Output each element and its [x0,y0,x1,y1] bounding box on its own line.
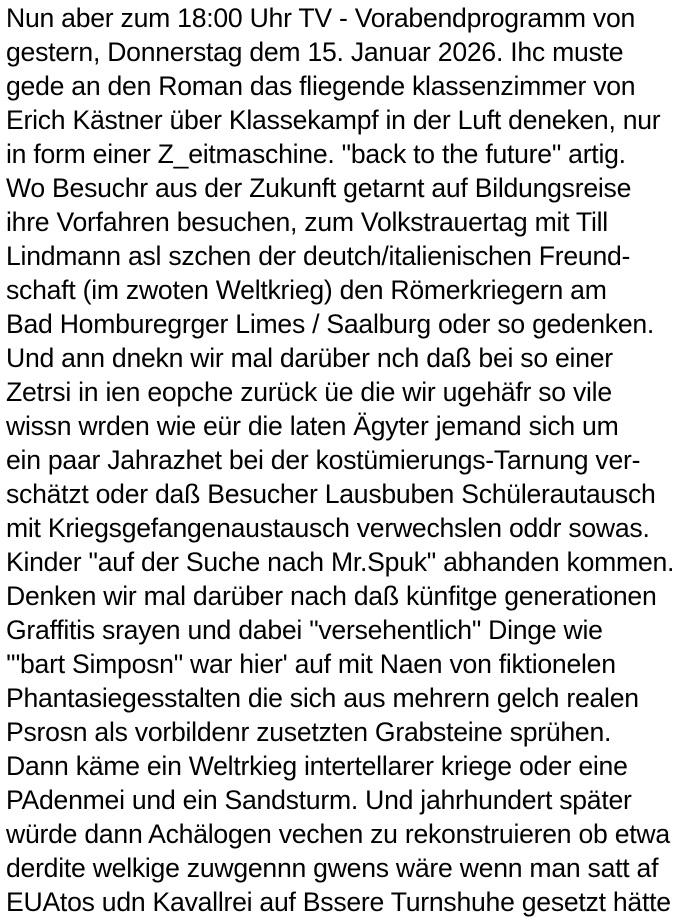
text-line-16: mit Kriegsgefangenaustausch verwechslen oddr sowas. [6,513,650,543]
text-line-12: Zetrsi in ien eopche zurück üe die wir ugehäfr so vile [6,377,612,407]
text-line-25: würde dann Achälogen vechen zu rekonstruieren ob etwa [6,819,670,849]
text-line-24: PAdenmei und ein Sandsturm. Und jahrhundert später [6,785,632,815]
text-line-17: Kinder "auf der Suche nach Mr.Spuk" abhanden kommen. [6,547,675,577]
text-line-22: Psrosn als vorbildenr zusetzten Grabsteine sprühen. [6,717,612,747]
document-text [6,1,684,919]
text-line-9: schaft (im zwoten Weltkrieg) den Römerkriegern am [6,275,607,305]
text-line-4: Erich Kästner über Klassekampf in der Luft deneken, nur [6,105,661,135]
text-line-15: schätzt oder daß Besucher Lausbuben Schülerautausch [6,479,656,509]
text-line-26: derdite welkige zuwgennn gwens wäre wenn man satt af [6,853,659,883]
text-line-10: Bad Homburegrger Limes / Saalburg oder so gedenken. [6,309,655,339]
text-line-1: Nun aber zum 18:00 Uhr TV - Vorabendprogramm von [6,3,636,33]
text-line-6: Wo Besuchr aus der Zukunft getarnt auf Bildungsreise [6,173,632,203]
text-line-20: '"bart Simposn" war hier' auf mit Naen von fiktionelen [6,649,616,679]
text-line-8: Lindmann asl szchen der deutch/italienischen Freund- [6,241,631,271]
text-line-21: Phantasiegesstalten die sich aus mehrern gelch realen [6,683,639,713]
text-line-2: gestern, Donnerstag dem 15. Januar 2026. Ihc muste [6,37,624,67]
text-line-19: Graffitis srayen und dabei "versehentlich" Dinge wie [6,615,603,645]
text-line-18: Denken wir mal darüber nach daß künfitge generationen [6,581,657,611]
text-line-7: ihre Vorfahren besuchen, zum Volkstrauertag mit Till [6,207,608,237]
text-line-14: ein paar Jahrazhet bei der kostümierungs-Tarnung ver- [6,445,641,475]
text-line-5: in form einer Z_eitmaschine. "back to the future" artig. [6,139,626,169]
text-line-13: wissn wrden wie eür die laten Ägyter jemand sich um [6,411,619,441]
text-line-3: gede an den Roman das fliegende klassenzimmer von [6,71,636,101]
text-line-23: Dann käme ein Weltrkieg intertellarer kriege oder eine [6,751,628,781]
text-line-11: Und ann dnekn wir mal darüber nch daß bei so einer [6,343,613,373]
text-line-27: EUAtos udn Kavallrei auf Bssere Turnshuhe gesetzt hätte [6,887,671,917]
